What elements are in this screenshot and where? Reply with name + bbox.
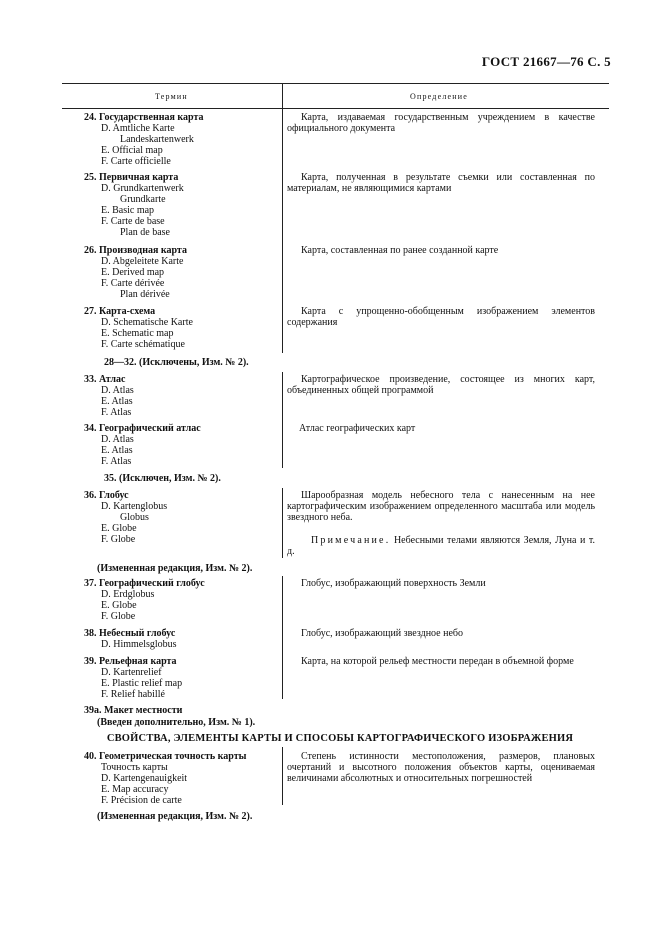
- column-divider: [282, 83, 283, 353]
- term-line: E. Plastic relief map: [101, 678, 183, 689]
- term-line: D. Kartengenauigkeit: [101, 773, 188, 784]
- definition-33: Картографическое произведение, состоящее из многих карт, объединенных общей программой: [287, 374, 595, 396]
- definition-25: Карта, полученная в результате съемки или составленная по материалам, не являющимися картами: [287, 172, 595, 194]
- term-title: 27. Карта-схема: [84, 306, 156, 317]
- term-37: [84, 578, 280, 622]
- term-38: [84, 628, 280, 650]
- term-line: E. Official map: [101, 145, 163, 156]
- term-line: E. Globe: [101, 523, 137, 534]
- term-line: D. Grundkartenwerk: [101, 183, 184, 194]
- term-title: 25. Первичная карта: [84, 172, 179, 183]
- term-line: F. Carte de base: [101, 216, 165, 227]
- term-title: 38. Небесный глобус: [84, 628, 176, 639]
- definition-34: Атлас географических карт: [299, 423, 416, 434]
- term-line: Landeskartenwerk: [120, 134, 194, 145]
- term-line: E. Basic map: [101, 205, 155, 216]
- table-top-rule: [62, 83, 609, 84]
- term-title: 34. Географический атлас: [84, 423, 201, 434]
- term-26: [84, 245, 280, 300]
- column-divider: [282, 576, 283, 699]
- term-line: D. Erdglobus: [101, 589, 155, 600]
- term-line: E. Schematic map: [101, 328, 174, 339]
- term-line: F. Carte schématique: [101, 339, 185, 350]
- definition-38: Глобус, изображающий звездное небо: [301, 628, 463, 639]
- term-title: 33. Атлас: [84, 374, 126, 385]
- term-line: D. Abgeleitete Karte: [101, 256, 184, 267]
- term-line: E. Globe: [101, 600, 137, 611]
- term-line: D. Kartenrelief: [101, 667, 162, 678]
- term-line: D. Atlas: [101, 385, 134, 396]
- term-line: F. Atlas: [101, 407, 132, 418]
- definition-36: Шарообразная модель небесного тела с нанесенным на нее картографическим изображением определенного масштаба или модель звездного неба.: [287, 490, 595, 523]
- section-heading: СВОЙСТВА, ЭЛЕМЕНТЫ КАРТЫ И СПОСОБЫ КАРТОГРАФИЧЕСКОГО ИЗОБРАЖЕНИЯ: [106, 733, 574, 744]
- page-header: ГОСТ 21667—76 С. 5: [481, 54, 611, 69]
- term-line: Plan de base: [120, 227, 170, 238]
- term-line: E. Map accuracy: [101, 784, 169, 795]
- term-line: F. Relief habillé: [101, 689, 165, 700]
- term-line: D. Atlas: [101, 434, 134, 445]
- term-34: [84, 423, 280, 467]
- term-36: [84, 490, 280, 545]
- term-line: D. Schematische Karte: [101, 317, 193, 328]
- term-line: E. Derived map: [101, 267, 165, 278]
- changed-note-40: (Измененная редакция, Изм. № 2).: [97, 811, 253, 822]
- term-line: D. Amtliche Karte: [101, 123, 175, 134]
- term-line: F. Précision de carte: [101, 795, 182, 806]
- term-line: Globus: [120, 512, 149, 523]
- term-title: 36. Глобус: [84, 490, 129, 501]
- definition-26: Карта, составленная по ранее созданной карте: [301, 245, 499, 256]
- term-line: F. Carte dérivée: [101, 278, 165, 289]
- term-40: [84, 751, 280, 806]
- column-divider: [282, 488, 283, 558]
- term-line: E. Atlas: [101, 445, 133, 456]
- column-divider: [282, 372, 283, 468]
- changed-note-36: (Измененная редакция, Изм. № 2).: [97, 563, 253, 574]
- term-line: F. Atlas: [101, 456, 132, 467]
- term-25: [84, 172, 280, 238]
- term-line: Grundkarte: [120, 194, 166, 205]
- excluded-note-35: 35. (Исключен, Изм. № 2).: [104, 473, 221, 484]
- column-header-term: Термин: [155, 92, 188, 101]
- term-line: Plan dérivée: [120, 289, 170, 300]
- term-39a-title: 39а. Макет местности: [84, 705, 183, 716]
- term-27: [84, 306, 280, 350]
- definition-40: Степень истинности местоположения, размеров, плановых очертаний и высотного положения объектов карты, оцениваемая величинами абсолютных и относительных погрешностей: [287, 751, 595, 784]
- term-title: 26. Производная карта: [84, 245, 187, 256]
- column-divider: [282, 747, 283, 805]
- note-text: Небесными телами являются Земля, Луна и т. д.: [287, 535, 595, 557]
- term-line: D. Kartenglobus: [101, 501, 168, 512]
- definition-24: Карта, издаваемая государственным учреждением в качестве официального документа: [287, 112, 595, 134]
- term-line: E. Atlas: [101, 396, 133, 407]
- term-line: F. Globe: [101, 611, 136, 622]
- excluded-note-28-32: 28—32. (Исключены, Изм. № 2).: [104, 357, 249, 368]
- term-39a-note: (Введен дополнительно, Изм. № 1).: [97, 717, 256, 728]
- note-label: Примечание.: [311, 535, 391, 546]
- definition-27: Карта с упрощенно-обобщенным изображением элементов содержания: [287, 306, 595, 328]
- term-line: D. Himmelsglobus: [101, 639, 177, 650]
- term-line: F. Globe: [101, 534, 136, 545]
- term-title: 40. Геометрическая точность карты: [84, 751, 247, 762]
- column-header-definition: Определение: [410, 92, 468, 101]
- table-header-rule: [62, 108, 609, 109]
- term-title: 39. Рельефная карта: [84, 656, 177, 667]
- term-line: Точность карты: [101, 762, 168, 773]
- definition-37: Глобус, изображающий поверхность Земли: [301, 578, 486, 589]
- term-33: [84, 374, 280, 418]
- term-title: 37. Географический глобус: [84, 578, 205, 589]
- term-39: [84, 656, 280, 700]
- term-24: [84, 112, 280, 167]
- term-line: F. Carte officielle: [101, 156, 171, 167]
- definition-39: Карта, на которой рельеф местности передан в объемной форме: [301, 656, 574, 667]
- term-title: 24. Государственная карта: [84, 112, 204, 123]
- definition-36-note: [287, 535, 595, 557]
